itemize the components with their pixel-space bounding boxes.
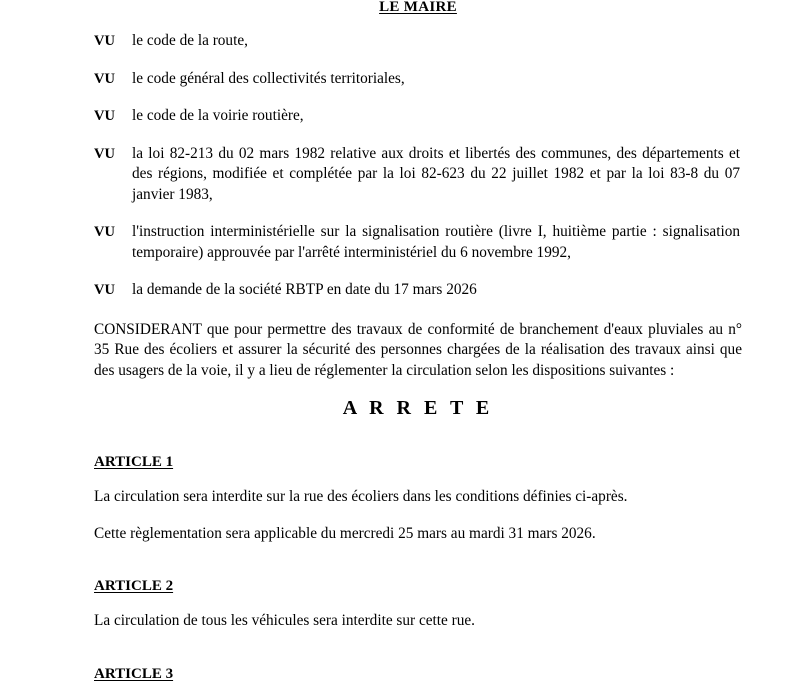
- article-1-heading: ARTICLE 1: [94, 454, 174, 470]
- document-body: [94, 0, 742, 683]
- vu-clause: [94, 222, 742, 263]
- vu-clause: [94, 280, 742, 301]
- vu-label: VU: [94, 224, 115, 240]
- article-2-heading: ARTICLE 2: [94, 578, 174, 594]
- considerant-paragraph: CONSIDERANT que pour permettre des travaux de conformité de branchement d'eaux pluviales au n° 35 Rue des écoliers et assurer la sécurité des personnes chargées de la réalisation des travaux ainsi que des usagers de la voie, il y a lieu de réglementer la circulation selon les dispositions suivantes :: [94, 320, 742, 379]
- vu-text: le code général des collectivités territoriales,: [132, 69, 405, 87]
- article-1-paragraph-1: La circulation sera interdite sur la rue des écoliers dans les conditions définies ci-après.: [94, 488, 628, 505]
- vu-label: VU: [94, 70, 115, 87]
- article-1-heading-wrap: [94, 437, 742, 471]
- vu-clause: [94, 144, 742, 206]
- vu-text: le code de la voirie routière,: [132, 107, 304, 124]
- article-1-paragraph-2: Cette règlementation sera applicable du mercredi 25 mars au mardi 31 mars 2026.: [94, 524, 596, 542]
- vu-clause: [94, 106, 742, 127]
- article-2-paragraph-1: La circulation de tous les véhicules sera interdite sur cette rue.: [94, 612, 475, 629]
- vu-clause: [94, 31, 742, 52]
- article-3-heading: ARTICLE 3: [94, 665, 174, 682]
- article-2-heading-wrap: [94, 561, 742, 595]
- vu-text: le code de la route,: [132, 32, 248, 49]
- arrete-heading: A R R E T E: [342, 397, 494, 419]
- vu-label: VU: [94, 108, 115, 124]
- vu-text: l'instruction interministérielle sur la signalisation routière (livre I, huitième partie : signalisation temporaire) approuvée par l'arrêté interministériel du 6 novembre 1992,: [132, 223, 740, 261]
- vu-text: la loi 82-213 du 02 mars 1982 relative aux droits et libertés des communes, des départements et des régions, modifiée et complétée par la loi 82-623 du 22 juillet 1982 et par la loi 83-8 du 07 janvier 1983,: [132, 144, 740, 203]
- article-3-heading-wrap: [94, 649, 742, 683]
- vu-label: VU: [94, 282, 115, 298]
- vu-label: VU: [94, 145, 115, 162]
- vu-label: VU: [94, 33, 115, 49]
- document-title: LE MAIRE: [379, 0, 457, 15]
- vu-text: la demande de la société RBTP en date du 17 mars 2026: [132, 281, 477, 298]
- vu-clause: [94, 69, 742, 90]
